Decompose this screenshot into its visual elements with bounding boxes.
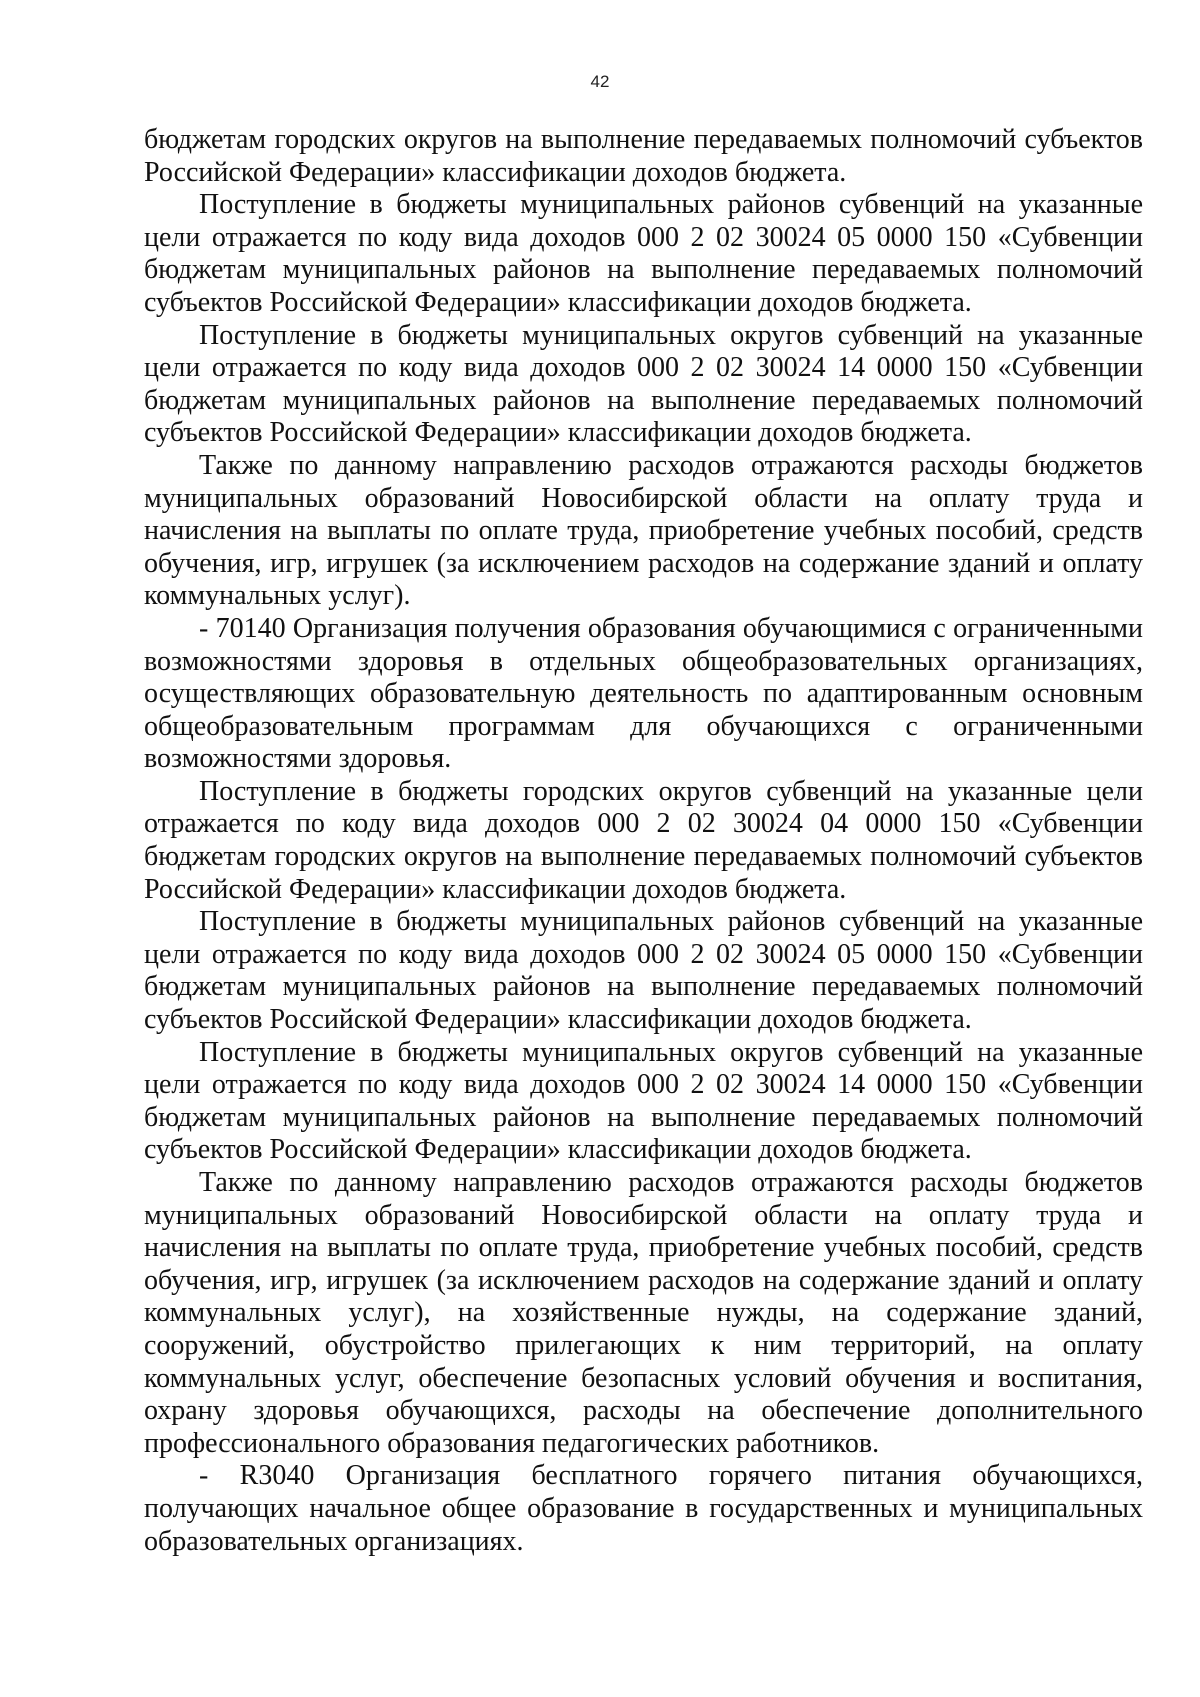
- paragraph: Поступление в бюджеты муниципальных округов субвенций на указанные цели отражается по коду вида доходов 000 2 02 30024 14 0000 150 «Субвенции бюджетам муниципальных районов на выполнение передаваемых полномочий субъектов Российской Федерации» классификации доходов бюджета.: [144, 1036, 1143, 1166]
- page-number: 42: [590, 72, 610, 91]
- paragraph: Также по данному направлению расходов отражаются расходы бюджетов муниципальных образований Новосибирской области на оплату труда и начисления на выплаты по оплате труда, приобретение учебных пособий, средств обучения, игр, игрушек (за исключением расходов на содержание зданий и оплату коммунальных услуг), на хозяйственные нужды, на содержание зданий, сооружений, обустройство прилегающих к ним территорий, на оплату коммунальных услуг, обеспечение безопасных условий обучения и воспитания, охрану здоровья обучающихся, расходы на обеспечение дополнительного профессионального образования педагогических работников.: [144, 1167, 1143, 1459]
- paragraph: Поступление в бюджеты городских округов субвенций на указанные цели отражается по коду вида доходов 000 2 02 30024 04 0000 150 «Субвенции бюджетам городских округов на выполнение передаваемых полномочий субъектов Российской Федерации» классификации доходов бюджета.: [144, 775, 1143, 905]
- paragraph: Поступление в бюджеты муниципальных округов субвенций на указанные цели отражается по коду вида доходов 000 2 02 30024 14 0000 150 «Субвенции бюджетам муниципальных районов на выполнение передаваемых полномочий субъектов Российской Федерации» классификации доходов бюджета.: [144, 319, 1143, 449]
- paragraph: Поступление в бюджеты муниципальных районов субвенций на указанные цели отражается по коду вида доходов 000 2 02 30024 05 0000 150 «Субвенции бюджетам муниципальных районов на выполнение передаваемых полномочий субъектов Российской Федерации» классификации доходов бюджета.: [144, 189, 1143, 318]
- document-body: [144, 124, 1143, 1558]
- paragraph: - 70140 Организация получения образования обучающимися с ограниченными возможностями здоровья в отдельных общеобразовательных организациях, осуществляющих образовательную деятельность по адаптированным основным общеобразовательным программам для обучающихся с ограниченными возможностями здоровья.: [144, 612, 1143, 775]
- paragraph: бюджетам городских округов на выполнение передаваемых полномочий субъектов Российской Федерации» классификации доходов бюджета.: [144, 124, 1143, 188]
- paragraph: Также по данному направлению расходов отражаются расходы бюджетов муниципальных образований Новосибирской области на оплату труда и начисления на выплаты по оплате труда, приобретение учебных пособий, средств обучения, игр, игрушек (за исключением расходов на содержание зданий и оплату коммунальных услуг).: [144, 449, 1143, 612]
- paragraph: Поступление в бюджеты муниципальных районов субвенций на указанные цели отражается по коду вида доходов 000 2 02 30024 05 0000 150 «Субвенции бюджетам муниципальных районов на выполнение передаваемых полномочий субъектов Российской Федерации» классификации доходов бюджета.: [144, 906, 1143, 1036]
- paragraph: - R3040 Организация бесплатного горячего питания обучающихся, получающих начальное общее образование в государственных и муниципальных образовательных организациях.: [144, 1460, 1143, 1557]
